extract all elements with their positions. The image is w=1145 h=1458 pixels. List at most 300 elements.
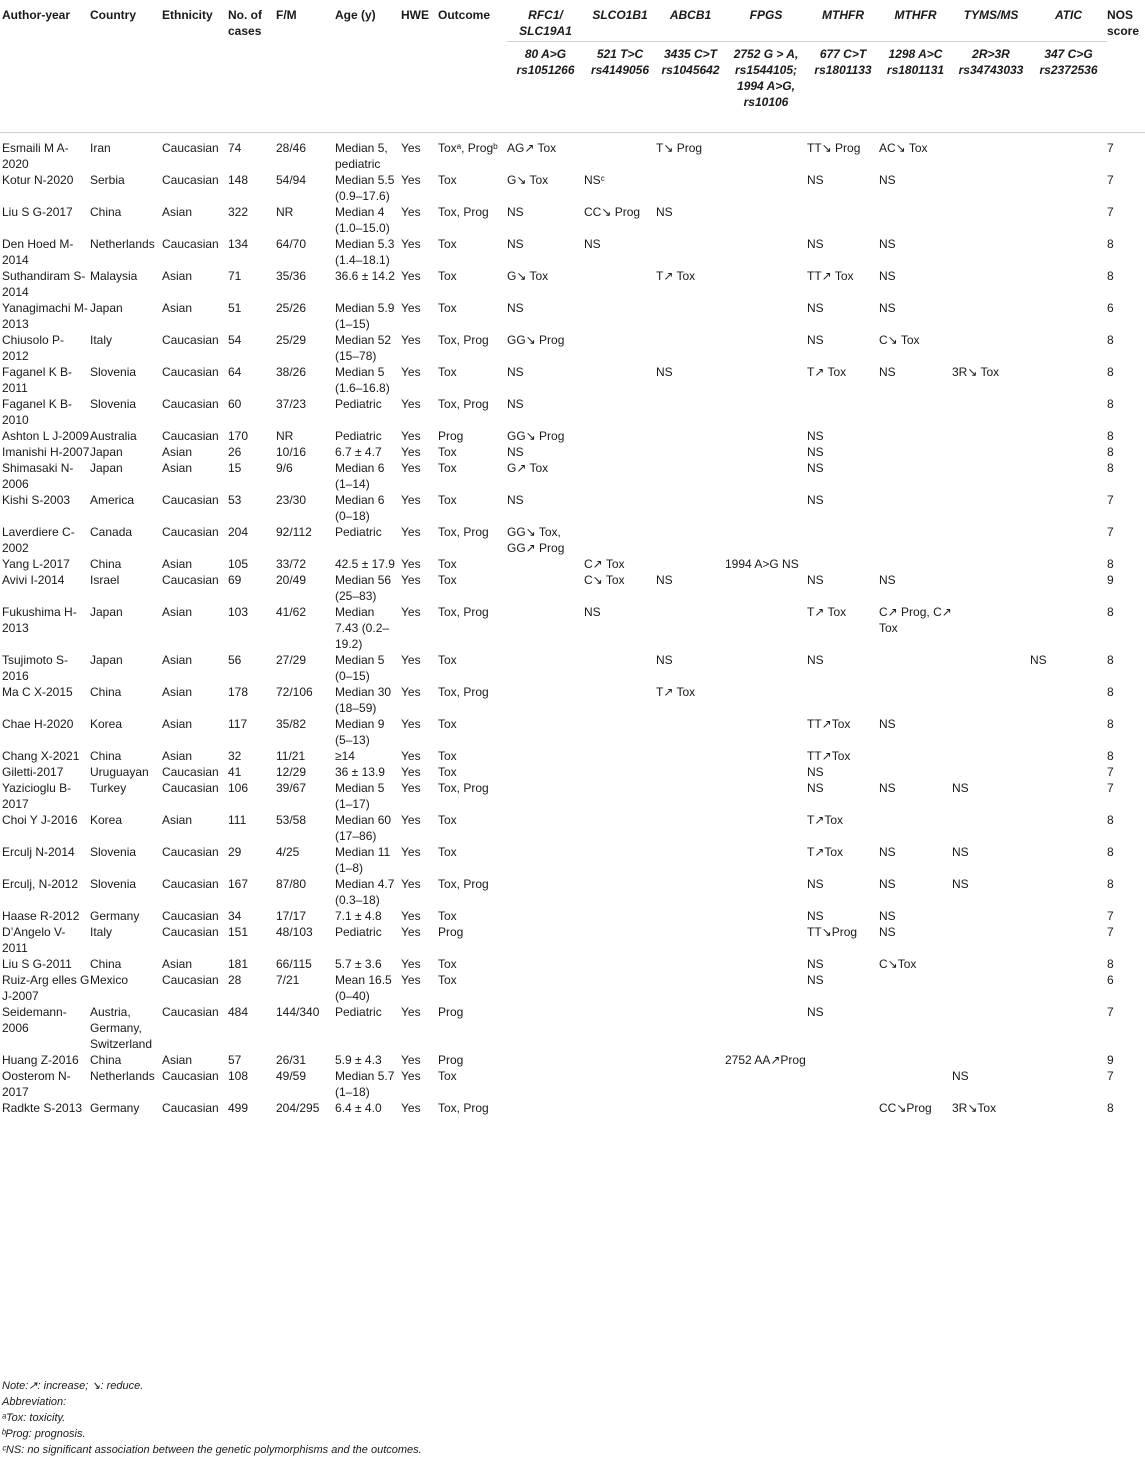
cell-atic (1030, 428, 1107, 444)
cell-ethnicity: Caucasian (162, 141, 219, 155)
cell-slco1b1 (584, 764, 656, 780)
cell-outcome: Tox (438, 717, 457, 731)
cell-mthfr-677: NS (807, 573, 824, 587)
col-gene-rfc1: RFC1/ SLC19A1 (507, 0, 584, 42)
cell-author-year: Liu S G-2011 (2, 957, 72, 971)
cell-mthfr-1298 (879, 812, 952, 844)
cell-abcb1 (656, 556, 725, 572)
cell-atic (1030, 268, 1107, 300)
cell-mthfr-677: NS (807, 301, 824, 315)
cell-age: Pediatric (335, 397, 382, 411)
cell-slco1b1: CC↘ Prog (584, 205, 641, 219)
cell-country: Netherlands (90, 237, 155, 251)
cell-tyms (952, 956, 1030, 972)
cell-slco1b1 (584, 972, 656, 1004)
cell-atic (1030, 780, 1107, 812)
cell-abcb1 (656, 172, 725, 204)
cell-cases: 28 (228, 973, 242, 987)
cell-author-year: Faganel K B-2011 (2, 365, 73, 395)
cell-mthfr-1298: AC↘ Tox (879, 141, 928, 155)
cell-fm: 20/49 (276, 573, 307, 587)
cell-mthfr-677: NS (807, 957, 824, 971)
cell-atic (1030, 332, 1107, 364)
cell-author-year: Ma C X-2015 (2, 685, 73, 699)
table-row (0, 133, 1145, 173)
cell-atic: NS (1030, 653, 1047, 667)
cell-slco1b1 (584, 492, 656, 524)
cell-abcb1: NS (656, 653, 673, 667)
cell-mthfr-677: TT↗Tox (807, 749, 851, 763)
cell-fm: NR (276, 205, 294, 219)
cell-rfc1 (507, 684, 584, 716)
cell-mthfr-677: NS (807, 237, 824, 251)
cell-country: Germany (90, 909, 140, 923)
cell-fm: 66/115 (276, 957, 312, 971)
cell-country: Canada (90, 525, 133, 539)
cell-author-year: Erculj N-2014 (2, 845, 75, 859)
col-author-year: Author-year (0, 0, 90, 133)
cell-nos-score: 8 (1107, 269, 1114, 283)
cell-outcome: Prog (438, 1005, 464, 1019)
cell-hwe: Yes (401, 717, 421, 731)
cell-mthfr-1298 (879, 652, 952, 684)
cell-outcome: Tox (438, 749, 457, 763)
cell-mthfr-1298 (879, 460, 952, 492)
cell-author-year: Chae H-2020 (2, 717, 74, 731)
cell-ethnicity: Caucasian (162, 845, 219, 859)
cell-mthfr-677: T↗ Tox (807, 605, 847, 619)
cell-author-year: Choi Y J-2016 (2, 813, 78, 827)
cell-atic (1030, 716, 1107, 748)
cell-tyms (952, 908, 1030, 924)
cell-abcb1 (656, 876, 725, 908)
cell-cases: 181 (228, 957, 249, 971)
cell-age: Median 5, pediatric (335, 141, 388, 171)
cell-country: Japan (90, 653, 123, 667)
cell-fm: 92/112 (276, 525, 312, 539)
cell-nos-score: 7 (1107, 173, 1114, 187)
cell-nos-score: 9 (1107, 1053, 1114, 1067)
cell-abcb1 (656, 812, 725, 844)
cell-nos-score: 7 (1107, 493, 1114, 507)
cell-hwe: Yes (401, 429, 421, 443)
cell-abcb1 (656, 460, 725, 492)
cell-atic (1030, 572, 1107, 604)
col-gene-slco1b1: SLCO1B1 (584, 0, 656, 42)
cell-rfc1: NS (507, 493, 524, 507)
cell-nos-score: 8 (1107, 1101, 1114, 1115)
cell-outcome: Tox, Prog (438, 781, 489, 795)
table-row (0, 972, 1145, 1004)
cell-mthfr-677: NS (807, 973, 824, 987)
cell-outcome: Tox (438, 173, 457, 187)
cell-abcb1 (656, 236, 725, 268)
cell-tyms: NS (952, 781, 969, 795)
cell-slco1b1 (584, 780, 656, 812)
table-row (0, 268, 1145, 300)
cell-age: Median 5 (1–17) (335, 781, 385, 811)
cell-abcb1 (656, 844, 725, 876)
cell-rfc1: NS (507, 397, 524, 411)
note-prog: ᵇProg: prognosis. (2, 1428, 86, 1440)
cell-nos-score: 6 (1107, 973, 1114, 987)
cell-atic (1030, 844, 1107, 876)
cell-slco1b1 (584, 364, 656, 396)
cell-abcb1 (656, 716, 725, 748)
cell-nos-score: 7 (1107, 765, 1114, 779)
cell-fpgs (725, 716, 807, 748)
cell-cases: 322 (228, 205, 249, 219)
cell-age: 5.9 ± 4.3 (335, 1053, 382, 1067)
cell-slco1b1: NS (584, 237, 601, 251)
table-notes (2, 1378, 422, 1458)
cell-ethnicity: Caucasian (162, 1069, 219, 1083)
cell-rfc1 (507, 764, 584, 780)
cell-tyms (952, 236, 1030, 268)
col-gene-tyms: TYMS/MS (952, 0, 1030, 42)
table-row (0, 1068, 1145, 1100)
cell-atic (1030, 748, 1107, 764)
cell-hwe: Yes (401, 1053, 421, 1067)
note-tox: ᵃTox: toxicity. (2, 1412, 66, 1424)
table-row (0, 876, 1145, 908)
cell-age: 7.1 ± 4.8 (335, 909, 382, 923)
cell-hwe: Yes (401, 845, 421, 859)
cell-outcome: Tox (438, 957, 457, 971)
cell-abcb1 (656, 780, 725, 812)
cell-rfc1 (507, 604, 584, 652)
cell-hwe: Yes (401, 925, 421, 939)
cell-age: 42.5 ± 17.9 (335, 557, 395, 571)
cell-abcb1 (656, 1004, 725, 1052)
cell-outcome: Tox (438, 1069, 457, 1083)
cell-country: Japan (90, 301, 123, 315)
cell-mthfr-1298: NS (879, 237, 896, 251)
cell-country: Serbia (90, 173, 125, 187)
cell-outcome: Prog (438, 429, 464, 443)
cell-fpgs (725, 396, 807, 428)
cell-slco1b1 (584, 908, 656, 924)
cell-abcb1 (656, 972, 725, 1004)
cell-mthfr-1298 (879, 748, 952, 764)
table-row (0, 684, 1145, 716)
cell-age: Median 7.43 (0.2–19.2) (335, 605, 390, 651)
cell-atic (1030, 556, 1107, 572)
cell-fm: 7/21 (276, 973, 300, 987)
cell-nos-score: 8 (1107, 877, 1114, 891)
cell-age: Median 60 (17–86) (335, 813, 392, 843)
cell-fpgs (725, 844, 807, 876)
cell-mthfr-1298: NS (879, 845, 896, 859)
cell-hwe: Yes (401, 685, 421, 699)
cell-atic (1030, 460, 1107, 492)
cell-rfc1 (507, 956, 584, 972)
cell-mthfr-1298 (879, 556, 952, 572)
cell-tyms (952, 652, 1030, 684)
cell-fm: 25/29 (276, 333, 307, 347)
cell-slco1b1 (584, 716, 656, 748)
cell-mthfr-677: T↗ Tox (807, 365, 847, 379)
cell-country: Austria, Germany, Switzerland (90, 1005, 153, 1051)
cell-rfc1: G↘ Tox (507, 173, 549, 187)
cell-nos-score: 7 (1107, 781, 1114, 795)
cell-fm: 17/17 (276, 909, 307, 923)
cell-fm: 48/103 (276, 925, 313, 939)
cell-author-year: Laverdiere C-2002 (2, 525, 75, 555)
table-row (0, 332, 1145, 364)
cell-outcome: Tox, Prog (438, 205, 489, 219)
cell-fpgs (725, 1004, 807, 1052)
cell-mthfr-1298: NS (879, 925, 896, 939)
cell-mthfr-677: T↗Tox (807, 813, 844, 827)
cell-atic (1030, 972, 1107, 1004)
snp-mthfr-677: 677 C>T rs1801133 (807, 42, 879, 133)
cell-author-year: Tsujimoto S-2016 (2, 653, 69, 683)
cell-nos-score: 9 (1107, 573, 1114, 587)
table-row (0, 844, 1145, 876)
cell-outcome: Tox, Prog (438, 1101, 489, 1115)
cell-mthfr-677: TT↘ Prog (807, 141, 861, 155)
cell-tyms (952, 204, 1030, 236)
table-row (0, 428, 1145, 444)
cell-outcome: Tox (438, 909, 457, 923)
cell-outcome: Tox (438, 653, 457, 667)
col-cases: No. of cases (228, 0, 276, 133)
cell-tyms: 3R↘Tox (952, 1101, 997, 1115)
cell-age: Median 5.7 (1–18) (335, 1069, 395, 1099)
cell-ethnicity: Asian (162, 445, 193, 459)
cell-mthfr-677: TT↗ Tox (807, 269, 854, 283)
cell-author-year: Faganel K B-2010 (2, 397, 73, 427)
cell-fpgs (725, 364, 807, 396)
cell-hwe: Yes (401, 877, 421, 891)
cell-slco1b1 (584, 460, 656, 492)
cell-nos-score: 8 (1107, 445, 1114, 459)
cell-mthfr-1298 (879, 764, 952, 780)
cell-country: Israel (90, 573, 120, 587)
cell-abcb1 (656, 1100, 725, 1116)
cell-rfc1: G↘ Tox (507, 269, 549, 283)
cell-cases: 56 (228, 653, 242, 667)
cell-fpgs: 1994 A>G NS (725, 557, 799, 571)
cell-outcome: Tox (438, 365, 457, 379)
cell-rfc1: GG↘ Prog (507, 333, 565, 347)
snp-abcb1: 3435 C>T rs1045642 (656, 42, 725, 133)
table-row (0, 652, 1145, 684)
cell-cases: 74 (228, 141, 242, 155)
cell-hwe: Yes (401, 605, 421, 619)
cell-tyms (952, 492, 1030, 524)
cell-ethnicity: Asian (162, 1053, 193, 1067)
cell-tyms (952, 556, 1030, 572)
cell-slco1b1 (584, 300, 656, 332)
cell-tyms (952, 396, 1030, 428)
cell-mthfr-1298 (879, 684, 952, 716)
cell-ethnicity: Asian (162, 557, 193, 571)
cell-age: Mean 16.5 (0–40) (335, 973, 392, 1003)
cell-outcome: Tox, Prog (438, 877, 489, 891)
cell-outcome: Tox (438, 557, 457, 571)
cell-cases: 167 (228, 877, 249, 891)
cell-fpgs (725, 764, 807, 780)
cell-tyms (952, 972, 1030, 1004)
cell-hwe: Yes (401, 237, 421, 251)
cell-nos-score: 8 (1107, 717, 1114, 731)
cell-ethnicity: Asian (162, 653, 193, 667)
cell-nos-score: 8 (1107, 685, 1114, 699)
cell-fpgs (725, 812, 807, 844)
cell-slco1b1 (584, 1004, 656, 1052)
cell-rfc1: NS (507, 237, 524, 251)
cell-mthfr-1298: NS (879, 877, 896, 891)
cell-age: Median 5.9 (1–15) (335, 301, 395, 331)
cell-tyms (952, 133, 1030, 173)
cell-ethnicity: Asian (162, 461, 193, 475)
cell-slco1b1 (584, 876, 656, 908)
table-row (0, 300, 1145, 332)
cell-ethnicity: Caucasian (162, 877, 219, 891)
cell-cases: 29 (228, 845, 242, 859)
cell-slco1b1 (584, 924, 656, 956)
cell-ethnicity: Caucasian (162, 333, 219, 347)
cell-age: Pediatric (335, 925, 382, 939)
cell-cases: 15 (228, 461, 242, 475)
cell-mthfr-1298: C↗ Prog, C↗ Tox (879, 605, 952, 635)
cell-fpgs (725, 684, 807, 716)
cell-nos-score: 7 (1107, 205, 1114, 219)
cell-mthfr-1298: NS (879, 173, 896, 187)
cell-abcb1 (656, 908, 725, 924)
col-gene-mthfr-677: MTHFR (807, 0, 879, 42)
cell-fpgs (725, 1068, 807, 1100)
cell-abcb1 (656, 428, 725, 444)
cell-abcb1: T↗ Tox (656, 269, 696, 283)
note-abbreviation: Abbreviation: (2, 1396, 67, 1408)
cell-rfc1: GG↘ Prog (507, 429, 565, 443)
cell-nos-score: 8 (1107, 653, 1114, 667)
cell-cases: 170 (228, 429, 249, 443)
cell-outcome: Tox (438, 493, 457, 507)
cell-age: Median 56 (25–83) (335, 573, 392, 603)
cell-cases: 51 (228, 301, 242, 315)
cell-mthfr-677: NS (807, 877, 824, 891)
cell-age: Median 52 (15–78) (335, 333, 392, 363)
cell-author-year: Erculj, N-2012 (2, 877, 79, 891)
cell-tyms (952, 748, 1030, 764)
cell-cases: 26 (228, 445, 242, 459)
cell-rfc1: G↗ Tox (507, 461, 549, 475)
cell-mthfr-1298: NS (879, 717, 896, 731)
cell-country: China (90, 205, 122, 219)
cell-fm: 204/295 (276, 1101, 320, 1115)
cell-outcome: Prog (438, 1053, 464, 1067)
cell-nos-score: 8 (1107, 429, 1114, 443)
cell-outcome: Tox, Prog (438, 333, 489, 347)
cell-age: Pediatric (335, 1005, 382, 1019)
cell-mthfr-1298 (879, 492, 952, 524)
cell-author-year: Liu S G-2017 (2, 205, 73, 219)
cell-cases: 204 (228, 525, 249, 539)
table-row (0, 556, 1145, 572)
cell-age: Median 4 (1.0–15.0) (335, 205, 390, 235)
cell-ethnicity: Caucasian (162, 237, 219, 251)
cell-atic (1030, 524, 1107, 556)
table-row (0, 924, 1145, 956)
cell-rfc1 (507, 1004, 584, 1052)
cell-fm: 39/67 (276, 781, 307, 795)
cell-nos-score: 8 (1107, 557, 1114, 571)
cell-fpgs (725, 300, 807, 332)
table-row (0, 236, 1145, 268)
cell-fm: 27/29 (276, 653, 307, 667)
cell-ethnicity: Asian (162, 957, 193, 971)
cell-mthfr-1298: C↘Tox (879, 957, 917, 971)
cell-hwe: Yes (401, 493, 421, 507)
cell-country: Japan (90, 461, 123, 475)
cell-rfc1 (507, 1068, 584, 1100)
cell-cases: 499 (228, 1101, 249, 1115)
cell-atic (1030, 172, 1107, 204)
cell-age: Median 5 (0–15) (335, 653, 385, 683)
cell-cases: 57 (228, 1053, 242, 1067)
cell-outcome: Tox (438, 813, 457, 827)
cell-abcb1 (656, 1068, 725, 1100)
table-row (0, 716, 1145, 748)
cell-mthfr-1298: C↘ Tox (879, 333, 920, 347)
cell-fpgs (725, 204, 807, 236)
col-gene-mthfr-1298: MTHFR (879, 0, 952, 42)
cell-fpgs (725, 876, 807, 908)
cell-fm: 35/36 (276, 269, 307, 283)
cell-mthfr-677: NS (807, 493, 824, 507)
cell-mthfr-677 (807, 396, 879, 428)
cell-atic (1030, 1068, 1107, 1100)
cell-mthfr-677 (807, 524, 879, 556)
cell-ethnicity: Caucasian (162, 365, 219, 379)
cell-cases: 41 (228, 765, 242, 779)
cell-hwe: Yes (401, 445, 421, 459)
cell-rfc1: NS (507, 445, 524, 459)
cell-abcb1 (656, 396, 725, 428)
cell-fm: 37/23 (276, 397, 307, 411)
cell-author-year: Haase R-2012 (2, 909, 80, 923)
cell-fpgs (725, 428, 807, 444)
cell-age: 36.6 ± 14.2 (335, 269, 395, 283)
col-gene-atic: ATIC (1030, 0, 1107, 42)
cell-fpgs (725, 924, 807, 956)
cell-author-year: Imanishi H-2007 (2, 445, 90, 459)
cell-ethnicity: Caucasian (162, 525, 219, 539)
table-row (0, 444, 1145, 460)
cell-fm: 72/106 (276, 685, 313, 699)
table-row (0, 812, 1145, 844)
cell-rfc1: GG↘ Tox, GG↗ Prog (507, 525, 565, 555)
cell-rfc1 (507, 652, 584, 684)
cell-mthfr-1298: NS (879, 573, 896, 587)
cell-cases: 111 (228, 813, 247, 827)
cell-fpgs (725, 572, 807, 604)
cell-tyms (952, 812, 1030, 844)
cell-slco1b1 (584, 812, 656, 844)
cell-mthfr-677 (807, 204, 879, 236)
cell-ethnicity: Asian (162, 749, 193, 763)
cell-ethnicity: Caucasian (162, 397, 219, 411)
cell-nos-score: 7 (1107, 525, 1114, 539)
cell-country: Italy (90, 925, 113, 939)
table-row (0, 780, 1145, 812)
snp-slco1b1: 521 T>C rs4149056 (584, 42, 656, 133)
cell-country: China (90, 557, 122, 571)
